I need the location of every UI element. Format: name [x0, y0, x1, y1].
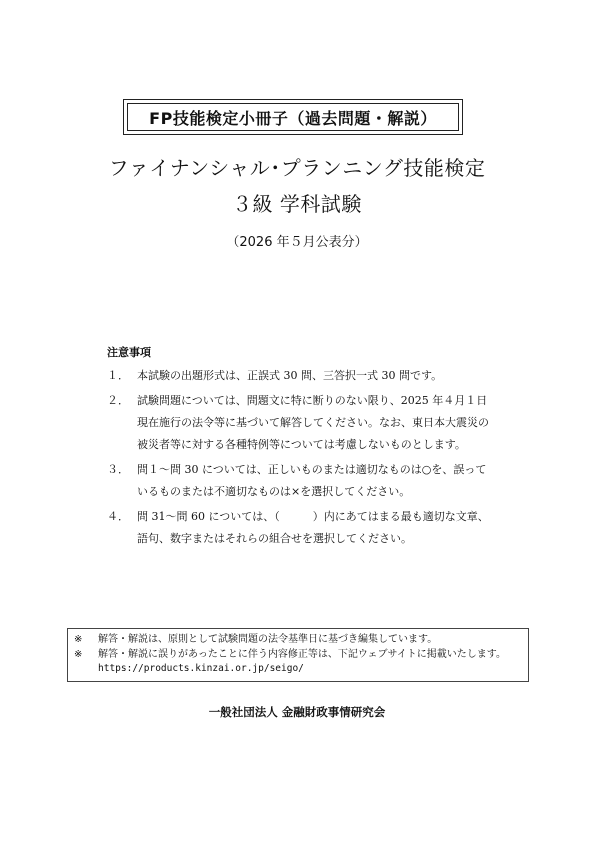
footnote-mark: ※ — [74, 634, 83, 645]
note-number: １． — [107, 369, 129, 382]
note-item — [107, 506, 527, 550]
note-number: ３． — [107, 463, 129, 476]
errata-url-link[interactable]: https://products.kinzai.or.jp/seigo/ — [98, 663, 304, 674]
notes-section — [107, 344, 527, 553]
note-line: いるものまたは不適切なものは×を選択してください。 — [137, 485, 411, 498]
note-text — [137, 390, 527, 456]
note-line: 問１～問 30 については、正しいものまたは適切なものは○を、誤って — [137, 463, 487, 476]
footnote-mark: ※ — [74, 649, 83, 660]
note-text — [137, 365, 527, 387]
booklet-title: FP技能検定小冊子（過去問題・解説） — [149, 108, 437, 128]
publisher-name: 一般社団法人 金融財政事情研究会 — [208, 705, 386, 719]
footnote-row — [74, 632, 522, 647]
note-text — [137, 506, 527, 550]
booklet-title-box — [123, 99, 463, 135]
footnote-text: 解答・解説は、原則として試験問題の法令基準日に基づき編集しています。 — [98, 634, 438, 645]
footnote-text: 解答・解説に誤りがあったことに伴う内容修正等は、下記ウェブサイトに掲載いたします。 — [98, 649, 506, 660]
note-text — [137, 459, 527, 503]
footnote-row — [74, 647, 522, 662]
note-line: 本試験の出題形式は、正誤式 30 問、三答択一式 30 問です。 — [137, 369, 443, 382]
notes-heading: 注意事項 — [107, 346, 151, 359]
note-line: 現在施行の法令等に基づいて解答してください。なお、東日本大震災の — [137, 416, 489, 429]
note-line: 被災者等に対する各種特例等については考慮しないものとします。 — [137, 438, 466, 451]
publication-date: （2026 年５月公表分） — [226, 235, 368, 250]
footnote-box — [67, 628, 529, 682]
note-item — [107, 365, 527, 387]
note-number: ４． — [107, 510, 129, 523]
note-line: 語句、数字またはそれらの組合せを選択してください。 — [137, 532, 412, 545]
note-number: ２． — [107, 394, 129, 407]
note-item — [107, 390, 527, 456]
note-line: 問 31～問 60 については、（ ）内にあてはまる最も適切な文章、 — [137, 510, 489, 523]
note-item — [107, 459, 527, 503]
exam-title: ファイナンシャル･プランニング技能検定 — [108, 156, 486, 180]
exam-subtitle: ３級 学科試験 — [232, 192, 362, 216]
note-line: 試験問題については、問題文に特に断りのない限り、2025 年４月１日 — [137, 394, 488, 407]
